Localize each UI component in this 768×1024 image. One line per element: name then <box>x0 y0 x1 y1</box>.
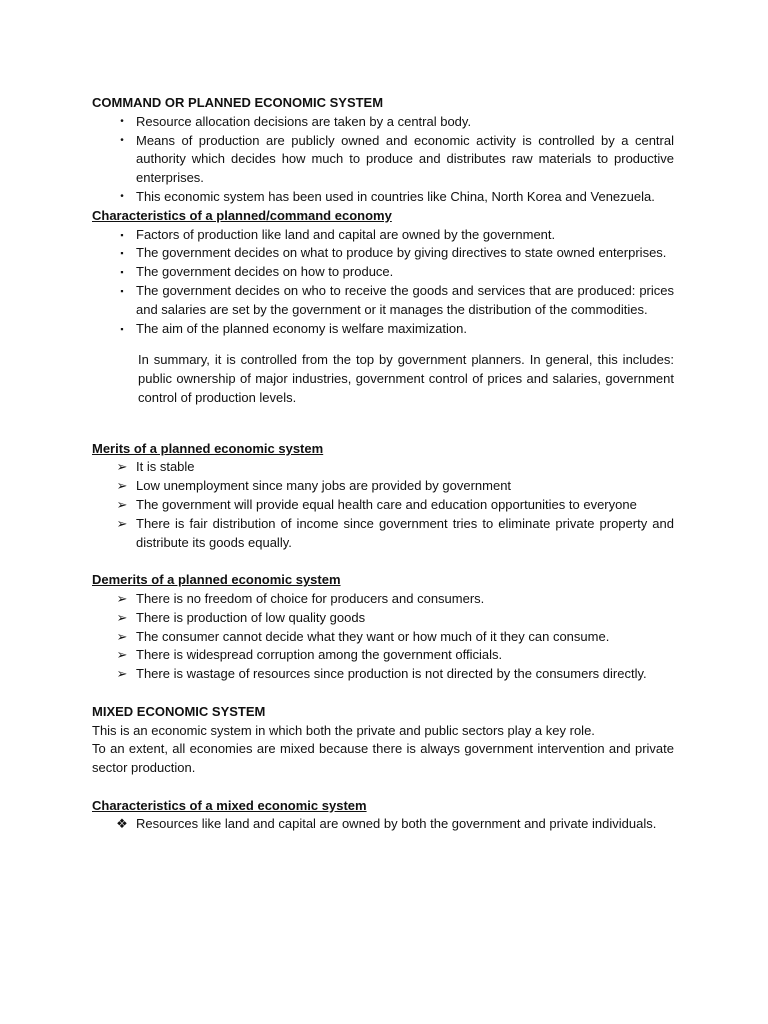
bullet-dot-icon: • <box>120 190 124 202</box>
bullet-dot-icon: • <box>120 134 124 146</box>
bullet-square-icon: ▪ <box>120 229 124 240</box>
list-item <box>92 515 674 553</box>
spacer <box>92 552 674 571</box>
list-item-text: There is production of low quality goods <box>136 609 366 625</box>
list-item-text: The government decides on what to produce by giving directives to state owned enterprises. <box>136 245 667 261</box>
list-item <box>92 477 674 496</box>
mixed-paragraph: This is an economic system in which both the private and public sectors play a key role. <box>92 722 595 738</box>
diamond-bullet-icon: ❖ <box>116 816 128 832</box>
list-item-text: The government will provide equal health care and education opportunities to everyone <box>136 496 637 512</box>
list-item <box>92 226 674 245</box>
demerits-heading: Demerits of a planned economic system <box>92 572 341 588</box>
arrow-bullet-icon: ➢ <box>116 478 128 494</box>
mixed-characteristics-heading: Characteristics of a mixed economic system <box>92 797 367 813</box>
list-item-text: The government decides on how to produce. <box>136 264 394 280</box>
list-item <box>92 132 674 188</box>
list-item <box>92 646 674 665</box>
command-system-heading: COMMAND OR PLANNED ECONOMIC SYSTEM <box>92 95 384 110</box>
planned-summary-paragraph: In summary, it is controlled from the top by government planners. In general, this includes: public ownership of major industries, government control of prices and salaries, government control of production levels. <box>138 352 674 405</box>
demerits-list <box>92 590 674 684</box>
list-item <box>92 282 674 320</box>
list-item <box>92 244 674 263</box>
list-item <box>92 113 674 132</box>
planned-characteristics-list <box>92 226 674 339</box>
command-system-list <box>92 113 674 207</box>
list-item-text: There is widespread corruption among the government officials. <box>136 647 503 663</box>
list-item-text: This economic system has been used in countries like China, North Korea and Venezuela. <box>136 188 655 204</box>
mixed-characteristics-list <box>92 815 674 834</box>
mixed-system-heading: MIXED ECONOMIC SYSTEM <box>92 703 266 719</box>
list-item-text: The consumer cannot decide what they want or how much of it they can consume. <box>136 628 610 644</box>
list-item <box>92 458 674 477</box>
bullet-square-icon: ▪ <box>120 323 124 334</box>
list-item-text: Resource allocation decisions are taken by a central body. <box>136 113 472 129</box>
list-item-text: Low unemployment since many jobs are provided by government <box>136 478 512 494</box>
list-item <box>92 263 674 282</box>
mixed-paragraph: To an extent, all economies are mixed because there is always government intervention and private sector production. <box>92 741 674 776</box>
merits-list <box>92 458 674 552</box>
arrow-bullet-icon: ➢ <box>116 609 128 625</box>
list-item-text: The aim of the planned economy is welfare maximization. <box>136 320 467 336</box>
arrow-bullet-icon: ➢ <box>116 496 128 512</box>
bullet-square-icon: ▪ <box>120 248 124 259</box>
list-item <box>92 609 674 628</box>
list-item-text: Resources like land and capital are owned by both the government and private individuals. <box>136 816 657 832</box>
list-item <box>92 320 674 339</box>
list-item-text: There is no freedom of choice for producers and consumers. <box>136 590 485 606</box>
list-item <box>92 590 674 609</box>
arrow-bullet-icon: ➢ <box>116 666 128 682</box>
list-item-text: The government decides on who to receive the goods and services that are produced: prices and salaries are set by the government or it manages the distribution of the commodities. <box>136 282 674 317</box>
arrow-bullet-icon: ➢ <box>116 515 128 531</box>
list-item-text: There is fair distribution of income since government tries to eliminate private property and distribute its goods equally. <box>136 515 674 550</box>
list-item <box>92 496 674 515</box>
bullet-square-icon: ▪ <box>120 267 124 278</box>
arrow-bullet-icon: ➢ <box>116 590 128 606</box>
bullet-square-icon: ▪ <box>120 285 124 296</box>
list-item-text: Factors of production like land and capital are owned by the government. <box>136 226 556 242</box>
merits-heading: Merits of a planned economic system <box>92 440 324 456</box>
bullet-dot-icon: • <box>120 115 124 127</box>
spacer <box>92 778 674 797</box>
list-item <box>92 815 674 834</box>
planned-characteristics-heading: Characteristics of a planned/command economy <box>92 207 392 223</box>
list-item-text: Means of production are publicly owned and economic activity is controlled by a central authority which decides how much to produce and distributes raw materials to productive enterprises. <box>136 132 674 186</box>
list-item-text: There is wastage of resources since production is not directed by the consumers directly. <box>136 666 647 682</box>
spacer <box>92 684 674 703</box>
list-item-text: It is stable <box>136 459 195 475</box>
list-item <box>92 628 674 647</box>
arrow-bullet-icon: ➢ <box>116 628 128 644</box>
list-item <box>92 665 674 684</box>
arrow-bullet-icon: ➢ <box>116 647 128 663</box>
list-item <box>92 188 674 207</box>
spacer <box>92 421 674 440</box>
arrow-bullet-icon: ➢ <box>116 459 128 475</box>
